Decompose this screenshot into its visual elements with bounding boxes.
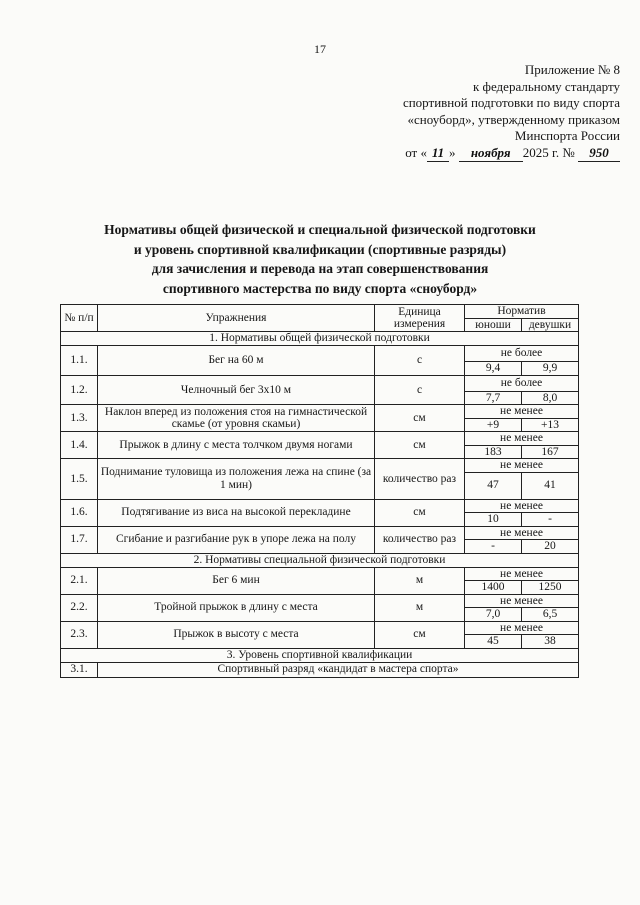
row-limit: не менее	[465, 459, 579, 473]
row-num: 1.4.	[61, 432, 98, 459]
row-exercise: Наклон вперед из положения стоя на гимнастической скамье (от уровня скамьи)	[98, 405, 375, 432]
row-exercise: Поднимание туловища из положения лежа на спине (за 1 мин)	[98, 459, 375, 500]
row-girls-value: -	[522, 513, 579, 527]
row-boys-value: 9,4	[465, 362, 522, 376]
appendix-header	[330, 62, 620, 162]
handwritten-doc-number: 950	[578, 145, 620, 163]
row-exercise: Подтягивание из виса на высокой перекладине	[98, 499, 375, 526]
row-num: 1.1.	[61, 346, 98, 376]
row-boys-value: 7,7	[465, 391, 522, 405]
row-boys-value: 10	[465, 513, 522, 527]
row-exercise: Сгибание и разгибание рук в упоре лежа на полу	[98, 526, 375, 553]
row-num: 1.3.	[61, 405, 98, 432]
title-line: для зачисления и перевода на этап совершенствования	[151, 261, 489, 276]
appendix-line: к федеральному стандарту	[472, 78, 620, 94]
section-title: 2. Нормативы специальной физической подготовки	[61, 553, 579, 567]
row-unit: см	[375, 432, 465, 459]
row-num: 2.2.	[61, 594, 98, 621]
row-num: 3.1.	[61, 662, 98, 677]
title-line: и уровень спортивной квалификации (спортивные разряды)	[133, 241, 507, 257]
row-girls-value: +13	[522, 418, 579, 432]
row-limit: не менее	[465, 567, 579, 581]
row-unit: м	[375, 594, 465, 621]
row-girls-value: 1250	[522, 581, 579, 595]
row-unit: количество раз	[375, 526, 465, 553]
row-num: 1.7.	[61, 526, 98, 553]
header-norm: Норматив	[465, 305, 579, 319]
row-limit: не менее	[465, 405, 579, 419]
header-num: № п/п	[61, 305, 98, 332]
row-unit: с	[375, 375, 465, 405]
appendix-date-line	[330, 145, 620, 163]
row-exercise: Прыжок в высоту с места	[98, 621, 375, 648]
appendix-line: Минспорта России	[514, 128, 620, 143]
title-line: спортивного мастерства по виду спорта «сноуборд»	[162, 280, 478, 296]
title-line: Нормативы общей физической и специальной физической подготовки	[104, 222, 536, 237]
row-girls-value: 6,5	[522, 608, 579, 622]
appendix-line: «сноуборд», утвержденному приказом	[407, 111, 620, 127]
row-limit: не менее	[465, 594, 579, 608]
row-limit: не менее	[465, 499, 579, 513]
header-exercise: Упражнения	[98, 305, 375, 332]
row-exercise: Челночный бег 3х10 м	[98, 375, 375, 405]
appendix-line: Приложение № 8	[524, 62, 620, 77]
row-boys-value: 1400	[465, 581, 522, 595]
handwritten-day: 11	[427, 145, 449, 163]
row-limit: не менее	[465, 621, 579, 635]
page-number: 17	[314, 42, 326, 56]
row-num: 2.1.	[61, 567, 98, 594]
row-boys-value: 45	[465, 635, 522, 649]
row-girls-value: 9,9	[522, 362, 579, 376]
row-num: 2.3.	[61, 621, 98, 648]
row-girls-value: 38	[522, 635, 579, 649]
row-boys-value: 47	[465, 472, 522, 499]
date-mid: »	[448, 144, 456, 160]
row-unit: см	[375, 621, 465, 648]
row-unit: количество раз	[375, 459, 465, 500]
row-limit: не менее	[465, 432, 579, 446]
row-limit: не более	[465, 375, 579, 391]
header-girls: девушки	[522, 318, 579, 332]
row-unit: см	[375, 499, 465, 526]
date-year: 2025 г. №	[522, 144, 575, 160]
row-boys-value: -	[465, 540, 522, 554]
header-unit: Единица измерения	[375, 305, 465, 332]
sport-rank-text: Спортивный разряд «кандидат в мастера спорта»	[98, 662, 579, 677]
row-num: 1.2.	[61, 375, 98, 405]
row-girls-value: 41	[522, 472, 579, 499]
row-girls-value: 167	[522, 445, 579, 459]
row-num: 1.6.	[61, 499, 98, 526]
handwritten-month: ноября	[459, 145, 523, 163]
section-title: 3. Уровень спортивной квалификации	[61, 648, 579, 662]
row-girls-value: 8,0	[522, 391, 579, 405]
section-title: 1. Нормативы общей физической подготовки	[61, 332, 579, 346]
header-boys: юноши	[465, 318, 522, 332]
appendix-line: спортивной подготовки по виду спорта	[402, 95, 620, 110]
row-limit: не более	[465, 346, 579, 362]
row-unit: с	[375, 346, 465, 376]
row-boys-value: 7,0	[465, 608, 522, 622]
row-unit: см	[375, 405, 465, 432]
date-prefix: от «	[405, 144, 427, 160]
document-title	[40, 220, 600, 298]
row-boys-value: +9	[465, 418, 522, 432]
row-unit: м	[375, 567, 465, 594]
row-boys-value: 183	[465, 445, 522, 459]
row-limit: не менее	[465, 526, 579, 540]
standards-table	[60, 304, 579, 678]
row-exercise: Прыжок в длину с места толчком двумя ногами	[98, 432, 375, 459]
row-exercise: Бег на 60 м	[98, 346, 375, 376]
row-exercise: Тройной прыжок в длину с места	[98, 594, 375, 621]
row-girls-value: 20	[522, 540, 579, 554]
row-exercise: Бег 6 мин	[98, 567, 375, 594]
row-num: 1.5.	[61, 459, 98, 500]
